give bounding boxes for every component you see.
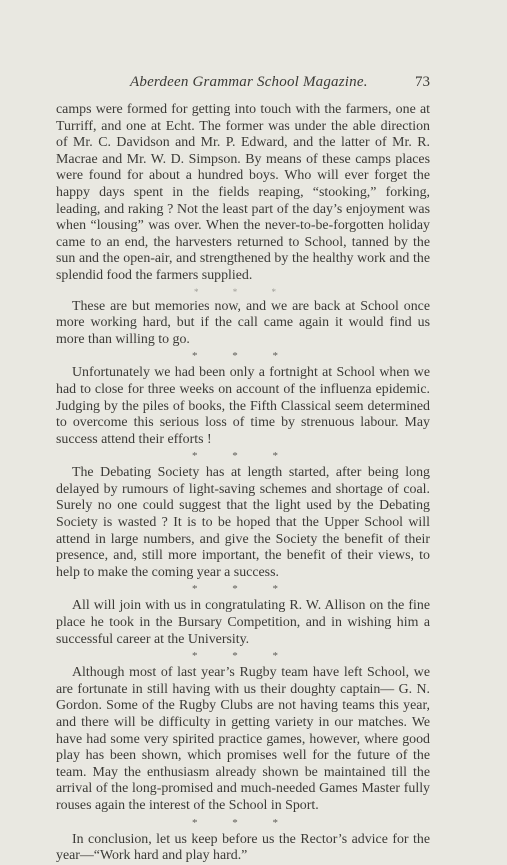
section-separator: * * * bbox=[192, 816, 294, 829]
page-header bbox=[56, 74, 430, 94]
page-number: 73 bbox=[415, 74, 430, 90]
paragraph-conclusion: In conclusion, let us keep before us the Rector’s advice for the year—“Work hard and play hard.” bbox=[56, 831, 430, 864]
article-body bbox=[56, 102, 430, 865]
section-separator: * * * bbox=[192, 350, 294, 363]
section-separator: * * * bbox=[192, 450, 294, 463]
paragraph-debating-society: The Debating Society has at length started, after being long delayed by rumours of light-saving schemes and shortage of coal. Surely no one could suggest that the light used by the Debating Society is wasted ? It is to be hoped that the Upper School will attend in large numbers, and give the Society the benefit of their presence, and, still more important, the benefit of their views, to help to make the coming year a success. bbox=[56, 465, 430, 580]
running-title: Aberdeen Grammar School Magazine. bbox=[130, 74, 368, 90]
paragraph-bursary: All will join with us in congratulating R. W. Allison on the fine place he took in the Bursary Competition, and in wishing him a successful career at the University. bbox=[56, 598, 430, 647]
paragraph-influenza: Unfortunately we had been only a fortnight at School when we had to close for three weeks on account of the influenza epidemic. Judging by the piles of books, the Fifth Classical seem determined to overcome this serious loss of time by strenuous labour. May success attend their efforts ! bbox=[56, 365, 430, 447]
section-separator: * * * bbox=[192, 583, 294, 596]
section-separator: * * * bbox=[194, 286, 292, 297]
paragraph-rugby: Although most of last year’s Rugby team have left School, we are fortunate in still having with us their doughty captain— G. N. Gordon. Some of the Rugby Clubs are not having teams this year, and there will be difficulty in getting variety in our matches. We have had some very spirited practice games, however, where good play has been shown, which promises well for the future of the team. May the enthusiasm already shown be maintained till the arrival of the long-promised and much-needed Games Master fully rouses again the interest of the School in Sport. bbox=[56, 665, 430, 813]
paragraph-memories: These are but memories now, and we are back at School once more working hard, but if the call came again it would find us more than willing to go. bbox=[56, 298, 430, 347]
section-separator: * * * bbox=[192, 650, 294, 663]
paragraph-farm-camps: camps were formed for getting into touch with the farmers, one at Turriff, and one at Echt. The former was under the able direction of Mr. C. Davidson and Mr. P. Edward, and the latter of Mr. R. Macrae and Mr. W. D. Simpson. By means of these camps places were found for about a hundred boys. Who will ever forget the happy days spent in the fields reaping, “stooking,” forking, leading, and raking ? Not the least part of the day’s enjoyment was when “lousing” was over. When the never-to-be-forgotten holiday came to an end, the harvesters returned to School, tanned by the sun and the open-air, and strengthened by the healthy work and the splendid food the farmers supplied. bbox=[56, 102, 430, 283]
